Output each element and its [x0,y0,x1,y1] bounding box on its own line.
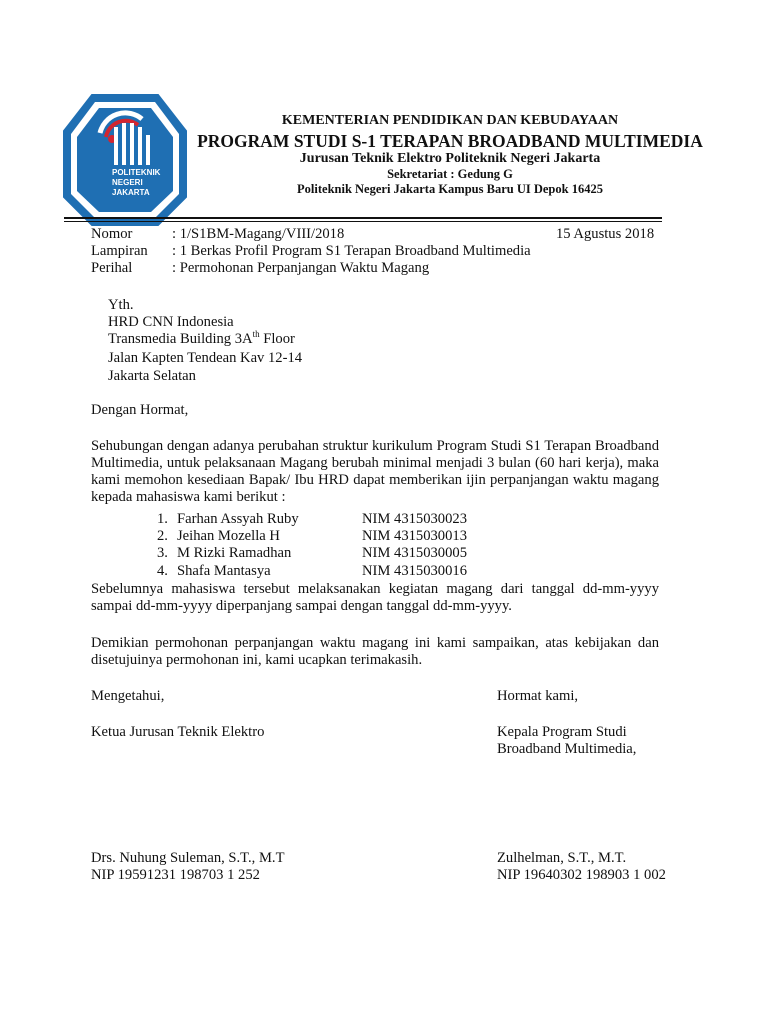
student-number: 4. [157,563,168,579]
politeknik-negeri-jakarta-logo [62,93,188,227]
address-line: Politeknik Negeri Jakarta Kampus Baru UI Depok 16425 [297,182,603,196]
letter-date: 15 Agustus 2018 [556,226,655,242]
student-number: 2. [157,528,168,544]
student-nim: NIM 4315030023 [362,511,467,527]
paragraph-period: Sebelumnya mahasiswa tersebut melaksanakan kegiatan magang dari tanggal dd-mm-yyyy sampai dd-mm-yyyy diperpanjang sampai dengan tanggal dd-mm-yyyy. [91,581,659,614]
perihal-label: Perihal [91,260,133,276]
student-name: Shafa Mantasya [177,563,271,579]
paragraph-intro: Sehubungan dengan adanya perubahan struktur kurikulum Program Studi S1 Terapan Broadband Multimedia, untuk pelaksanaan Magang berubah minimal menjadi 3 bulan (60 hari kerja), maka kami memohon kesediaan Bapak/ Ibu HRD dapat memberikan ijin perpanjangan waktu magang kepada mahasiswa kami berikut : [91,438,659,505]
lampiran-value: : 1 Berkas Profil Program S1 Terapan Broadband Multimedia [172,243,531,259]
secretariat-line: Sekretariat : Gedung G [387,167,513,181]
right-sign-nip: NIP 19640302 198903 1 002 [497,867,666,883]
student-number: 1. [157,511,168,527]
ministry-heading: KEMENTERIAN PENDIDIKAN DAN KEBUDAYAAN [281,113,619,128]
student-nim: NIM 4315030013 [362,528,467,544]
student-name: Farhan Assyah Ruby [177,511,299,527]
left-sign-title: Ketua Jurusan Teknik Elektro [91,724,265,740]
nomor-value: : 1/S1BM-Magang/VIII/2018 [172,226,345,242]
program-heading: PROGRAM STUDI S-1 TERAPAN BROADBAND MULTIMEDIA [197,131,703,151]
right-sign-title2: Broadband Multimedia, [497,741,637,757]
student-name: M Rizki Ramadhan [177,545,292,561]
right-sign-intro: Hormat kami, [497,688,579,704]
right-sign-title1: Kepala Program Studi [497,724,627,740]
department-heading: Jurusan Teknik Elektro Politeknik Negeri Jakarta [299,151,601,166]
left-sign-intro: Mengetahui, [91,688,165,704]
recipient-line2: Transmedia Building $3A^{th}$ Floor [108,329,295,347]
perihal-value: : Permohonan Perpanjangan Waktu Magang [172,260,430,276]
lampiran-label: Lampiran [91,243,148,259]
student-number: 3. [157,545,168,561]
recipient-line1: HRD CNN Indonesia [108,314,234,330]
right-sign-name: Zulhelman, S.T., M.T. [497,850,627,866]
left-sign-name: Drs. Nuhung Suleman, S.T., M.T [91,850,285,866]
recipient-yth: Yth. [108,297,134,313]
left-sign-nip: NIP 19591231 198703 1 252 [91,867,260,883]
greeting: Dengan Hormat, [91,402,189,418]
nomor-label: Nomor [91,226,133,242]
paragraph-closing: Demikian permohonan perpanjangan waktu magang ini kami sampaikan, atas kebijakan dan disetujuinya permohonan ini, kami ucapkan terimakasih. [91,635,659,668]
student-name: Jeihan Mozella H [177,528,280,544]
logo-text-line3: JAKARTA [112,188,150,197]
recipient-line3: Jalan Kapten Tendean Kav 12-14 [108,350,303,366]
student-nim: NIM 4315030016 [362,563,467,579]
logo-text-line2: NEGERI [112,178,143,187]
letterhead-divider-thin [64,221,662,222]
letterhead-divider-thick [64,217,662,219]
student-nim: NIM 4315030005 [362,545,467,561]
logo-text-line1: POLITEKNIK [112,168,161,177]
recipient-line4: Jakarta Selatan [108,368,196,384]
